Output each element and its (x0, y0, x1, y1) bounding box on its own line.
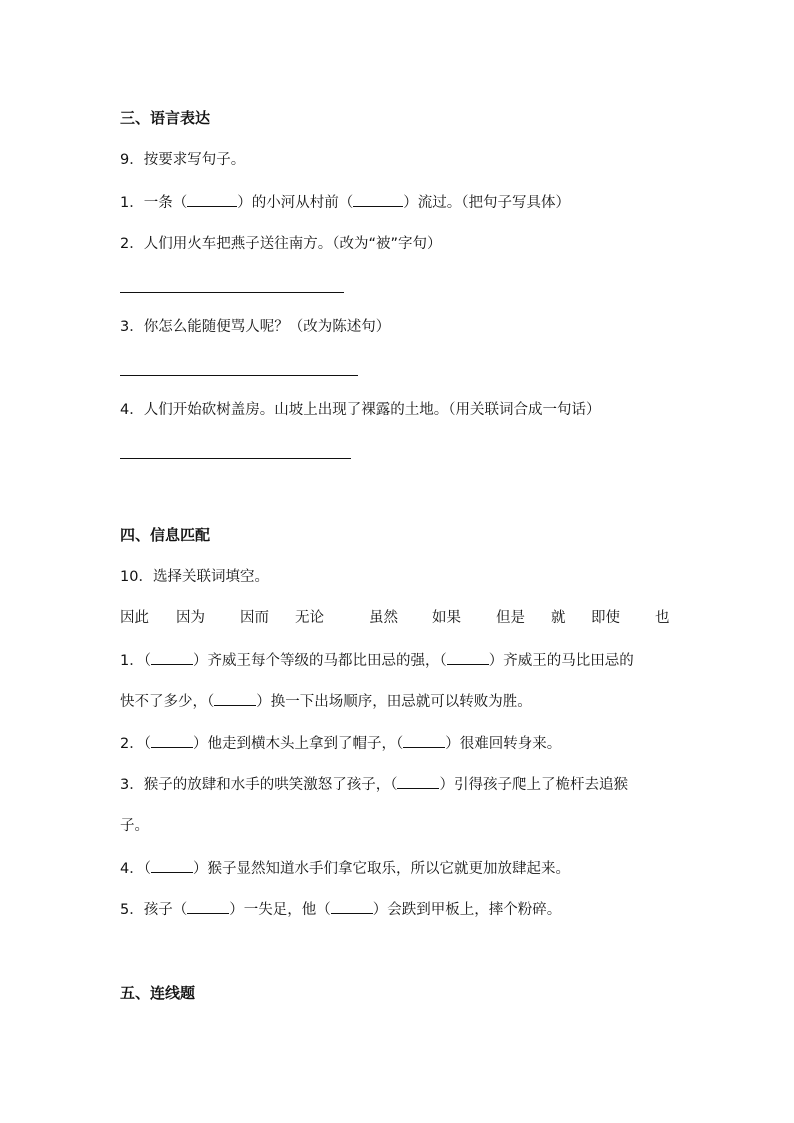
q10-s1-part-c: ）齐威王的马比田忌的 (488, 653, 634, 669)
word-bank-item: 因而 (240, 610, 269, 626)
answer-blank[interactable] (151, 650, 193, 665)
q10-sentence-1 (120, 650, 634, 671)
word-bank-item: 就 (551, 610, 566, 626)
q9-sentence-4: 4．人们开始砍树盖房。山坡上出现了裸露的土地。（用关联词合成一句话） (120, 402, 601, 418)
q10-s2-part-c: ）很难回转身来。 (445, 736, 562, 752)
q10-sentence-2 (120, 733, 561, 754)
q10-s5-part-a: 5．孩子（ (120, 902, 188, 918)
word-bank-item: 即使 (591, 610, 620, 626)
question-10-prompt: 10．选择关联词填空。 (120, 569, 269, 585)
q9-sentence-3: 3．你怎么能随便骂人呢？（改为陈述句） (120, 319, 391, 335)
q10-s2-part-a: 2．（ (120, 736, 151, 752)
word-bank-item: 因为 (176, 610, 205, 626)
q10-sentence-3 (120, 774, 628, 795)
q10-s5-part-b: ）一失足，他（ (229, 902, 331, 918)
q10-s1cont-part-a: 快不了多少，（ (120, 694, 215, 710)
q9-s1-part-b: ）的小河从村前（ (237, 195, 354, 211)
q9-sentence-2: 2．人们用火车把燕子送往南方。（改为“被”字句） (120, 236, 442, 252)
word-bank-item: 如果 (432, 610, 461, 626)
section-heading-matching-lines: 五、连线题 (120, 984, 196, 1002)
answer-line[interactable] (120, 292, 344, 293)
word-bank-item: 但是 (496, 610, 525, 626)
q10-sentence-5 (120, 899, 561, 920)
answer-blank[interactable] (151, 858, 193, 873)
answer-blank[interactable] (397, 774, 439, 789)
word-bank-item: 也 (655, 610, 670, 626)
q10-s3-part-b: ）引得孩子爬上了桅杆去追猴 (439, 777, 628, 793)
q10-s2-part-b: ）他走到横木头上拿到了帽子，（ (192, 736, 404, 752)
word-bank-item: 虽然 (369, 610, 398, 626)
q10-s4-part-a: 4．（ (120, 861, 151, 877)
answer-blank[interactable] (403, 733, 445, 748)
q10-s5-part-c: ）会跌到甲板上，摔个粉碎。 (372, 902, 562, 918)
word-bank-item: 因此 (120, 610, 149, 626)
q10-sentence-3-continued: 子。 (120, 818, 149, 834)
answer-blank[interactable] (187, 899, 229, 914)
answer-blank[interactable] (331, 899, 373, 914)
answer-blank[interactable] (187, 192, 237, 207)
q10-s1-part-a: 1．（ (120, 653, 151, 669)
answer-line[interactable] (120, 375, 358, 376)
q10-s4-part-b: ）猴子显然知道水手们拿它取乐，所以它就更加放肆起来。 (192, 861, 570, 877)
answer-blank[interactable] (151, 733, 193, 748)
answer-line[interactable] (120, 458, 351, 459)
q9-s1-part-a: 1．一条（ (120, 195, 188, 211)
answer-blank[interactable] (447, 650, 489, 665)
q10-s3-part-a: 3．猴子的放肆和水手的哄笑激怒了孩子，（ (120, 777, 398, 793)
answer-blank[interactable] (353, 192, 403, 207)
q10-sentence-4 (120, 858, 570, 879)
q10-s1-part-b: ）齐威王每个等级的马都比田忌的强，（ (192, 653, 447, 669)
word-bank-item: 无论 (295, 610, 324, 626)
q10-sentence-1-continued (120, 691, 532, 712)
answer-blank[interactable] (214, 691, 256, 706)
section-heading-language-expression: 三、语言表达 (120, 109, 211, 127)
q9-s1-part-c: ）流过。（把句子写具体） (403, 195, 570, 211)
q10-s1cont-part-b: ）换一下出场顺序，田忌就可以转败为胜。 (256, 694, 532, 710)
q9-sentence-1 (120, 192, 570, 213)
section-heading-info-matching: 四、信息匹配 (120, 526, 211, 544)
question-9-prompt: 9．按要求写句子。 (120, 152, 246, 168)
